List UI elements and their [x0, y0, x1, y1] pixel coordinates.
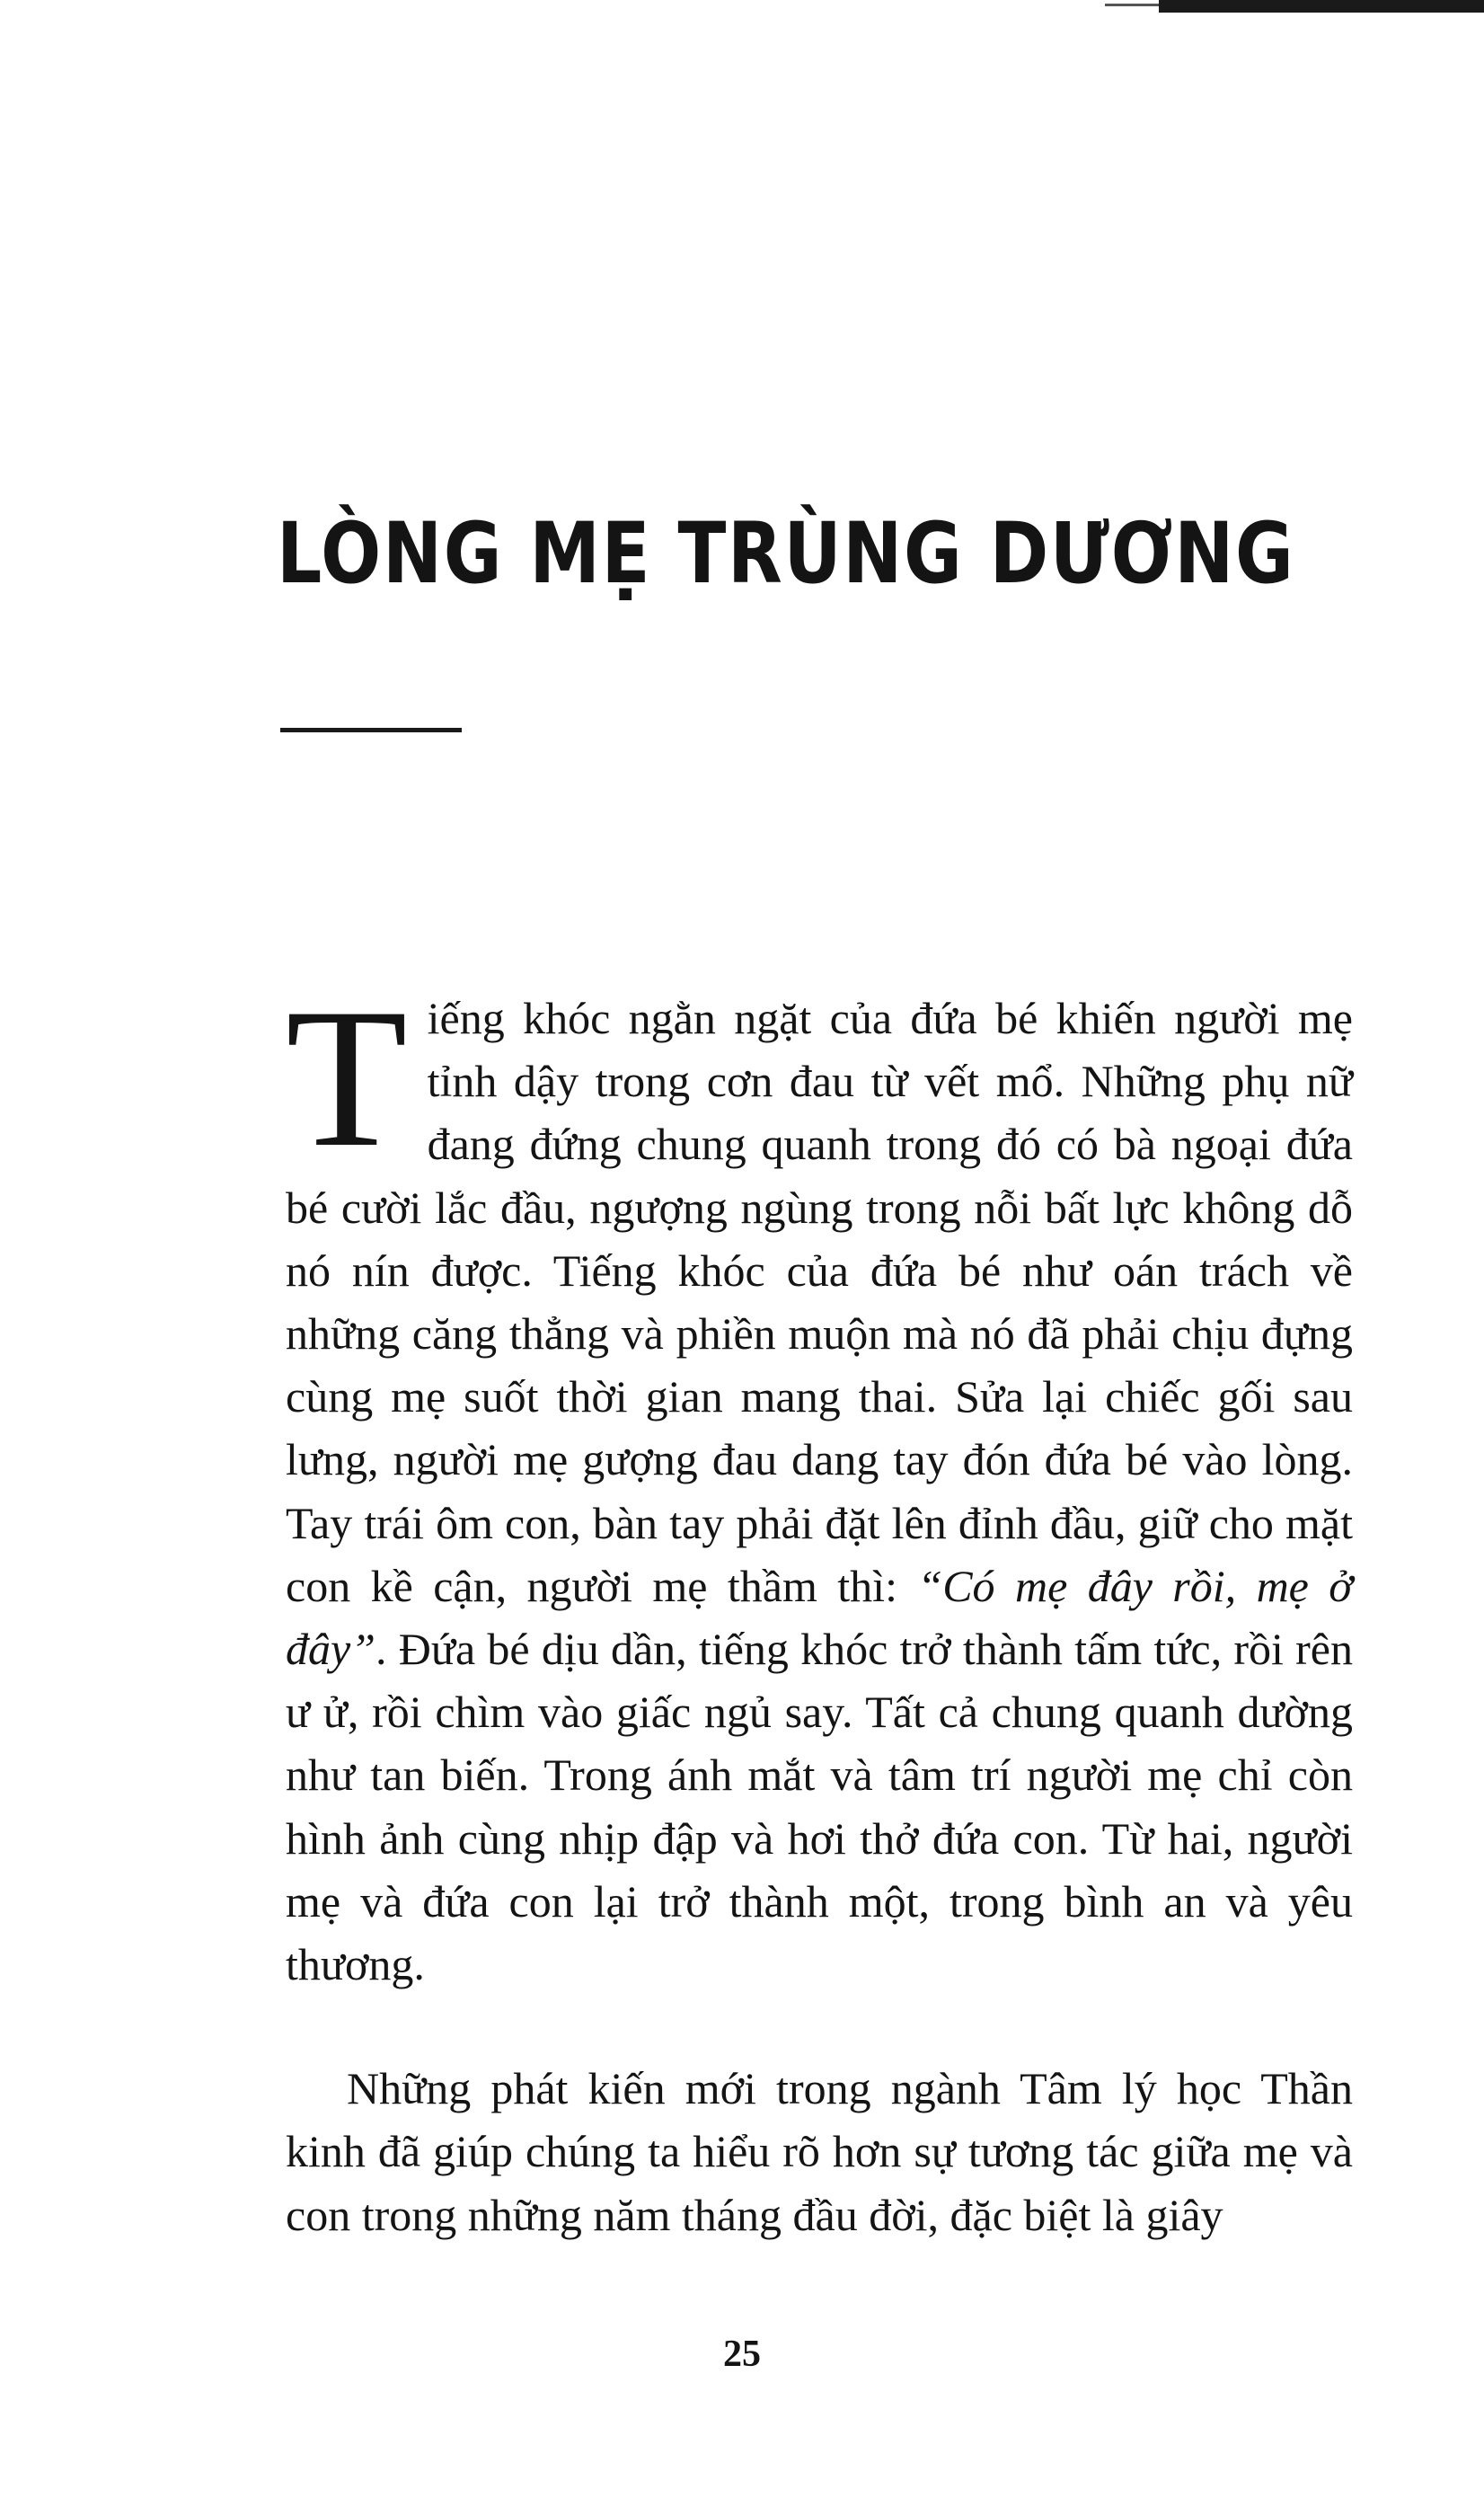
paragraph-2: Những phát kiến mới trong ngành Tâm lý học Thần kinh đã giúp chúng ta hiểu rõ hơn sự tương tác giữa mẹ và con trong những năm tháng đầu đời, đặc biệt là giây: [286, 2063, 1353, 2240]
paragraph-1-end: . Đứa bé dịu dần, tiếng khóc trở thành tấm tức, rồi rên ư ử, rồi chìm vào giấc ngủ say. Tất cả chung quanh dường như tan biến. Trong ánh mắt và tâm trí người mẹ chỉ còn hình ảnh cùng nhịp đập và hơi thở đứa con. Từ hai, người mẹ và đứa con lại trở thành một, trong bình an và yêu thương.: [286, 1624, 1353, 1990]
paragraph-1-quote: “Có mẹ đây rồi, mẹ ở đây”: [286, 1560, 1353, 1675]
page-number: 25: [723, 2334, 761, 2375]
paragraph-1: [286, 968, 1353, 1996]
drop-cap: T: [286, 968, 408, 1189]
chapter-title: LÒNG MẸ TRÙNG DƯƠNG: [277, 505, 1295, 603]
body-text: [286, 968, 1353, 2246]
paragraph-1-start: iếng khóc ngằn ngặt của đứa bé khiến người mẹ tỉnh dậy trong cơn đau từ vết mổ. Những phụ nữ đang đứng chung quanh trong đó có bà ngoại đứa bé cười lắc đầu, ngượng ngùng trong nỗi bất lực không dỗ nó nín được. Tiếng khóc của đứa bé như oán trách về những căng thẳng và phiền muộn mà nó đã phải chịu đựng cùng mẹ suốt thời gian mang thai. Sửa lại chiếc gối sau lưng, người mẹ gượng đau dang tay đón đứa bé vào lòng. Tay trái ôm con, bàn tay phải đặt lên đỉnh đầu, giữ cho mặt con kề cận, người mẹ thầm thì:: [286, 993, 1353, 1611]
title-underline-rule: [280, 728, 462, 732]
top-edge-mark: [1159, 0, 1484, 13]
